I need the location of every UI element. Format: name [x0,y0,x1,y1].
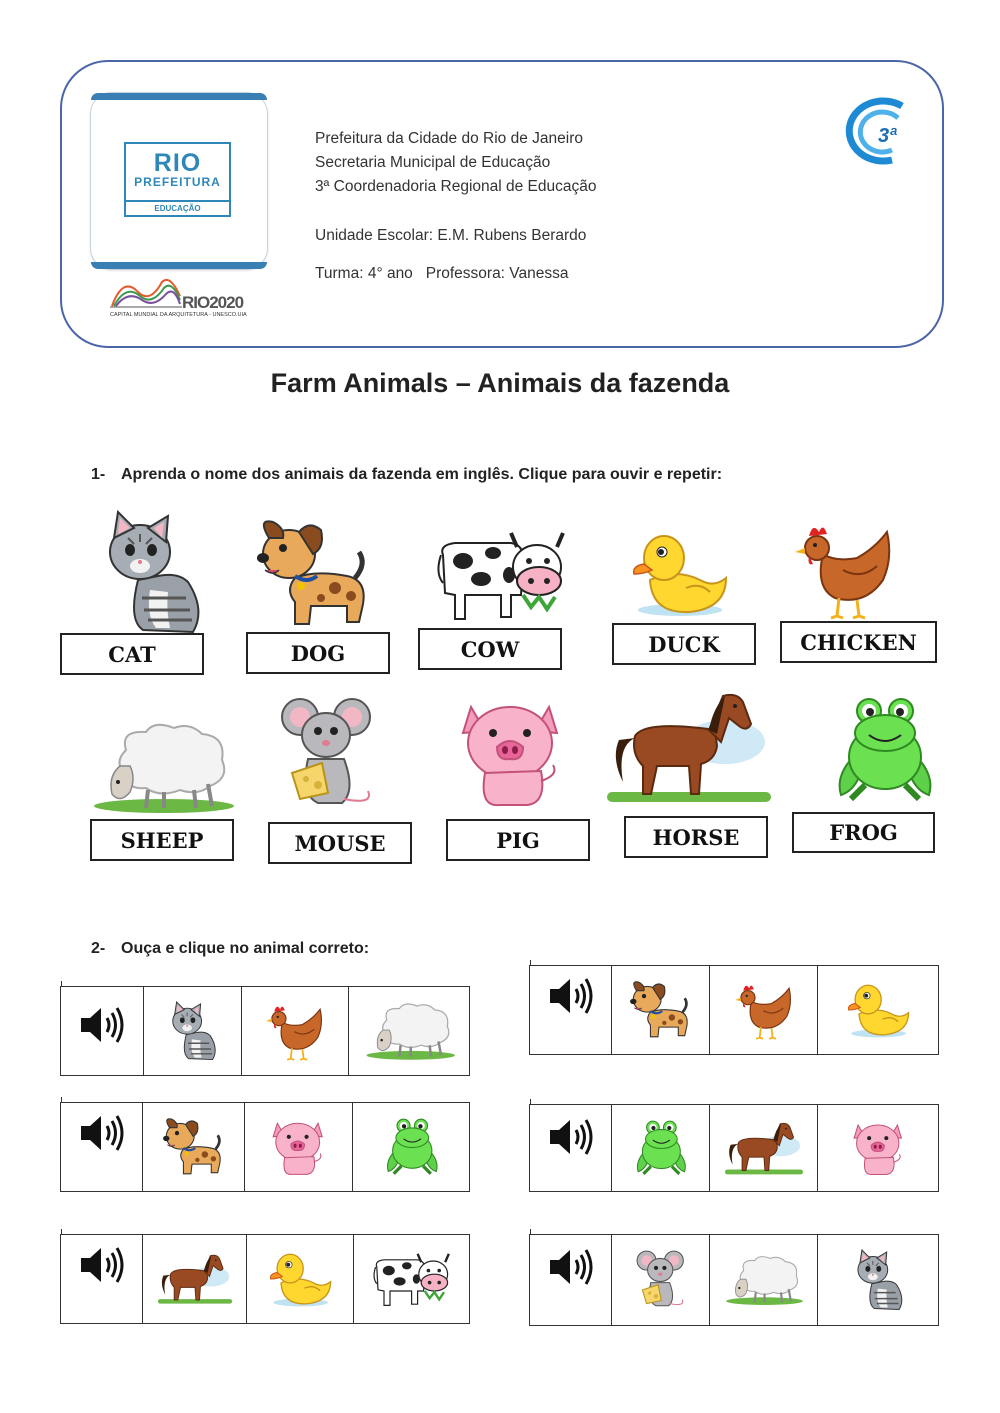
option-mouse[interactable] [611,1235,710,1325]
option-dog[interactable] [142,1103,245,1191]
option-sheep[interactable] [709,1235,818,1325]
label-horse[interactable]: HORSE [624,816,768,858]
quiz-question-6 [529,1234,939,1326]
speaker-icon[interactable] [79,1005,125,1050]
option-sheep[interactable] [348,987,471,1075]
header-line-coordenadoria: 3ª Coordenadoria Regional de Educação [315,178,597,195]
duck-icon[interactable] [846,980,911,1040]
option-pig[interactable] [817,1105,940,1191]
quiz-question-1 [60,986,470,1076]
frog-icon[interactable] [635,1119,688,1177]
option-cat[interactable] [817,1235,940,1325]
duck-icon[interactable] [630,528,730,620]
speaker-icon[interactable] [548,1117,594,1162]
option-chicken[interactable] [709,966,818,1054]
option-frog[interactable] [611,1105,710,1191]
cre-badge-text: 3ª [878,125,897,147]
quiz-question-3 [60,1102,470,1192]
section2-number: 2- [91,940,106,957]
dog-icon[interactable] [629,980,692,1040]
label-cat[interactable]: CAT [60,633,204,675]
pig-icon[interactable] [455,695,570,810]
section2-text: Ouça e clique no animal correto: [121,940,370,957]
dog-icon[interactable] [162,1117,225,1177]
rio2020-logo [108,272,248,322]
cat-icon[interactable] [98,510,208,635]
cat-icon[interactable] [167,1001,220,1061]
rio2020-text: RIO2020 [182,293,244,312]
option-horse[interactable] [709,1105,818,1191]
option-cow[interactable] [353,1235,471,1323]
frog-icon[interactable] [835,695,935,805]
page-title: Farm Animals – Animais da fazenda [270,368,730,398]
label-frog[interactable]: FROG [792,812,935,853]
horse-icon[interactable] [605,690,773,805]
professora-text: Professora: Vanessa [425,265,569,282]
sheep-icon[interactable] [90,720,236,815]
mouse-icon[interactable] [635,1249,688,1311]
rio2020-subtitle: CAPITAL MUNDIAL DA ARQUITETURA - UNESCO.UIA [110,312,247,318]
quiz-question-2 [529,965,939,1055]
sheep-icon[interactable] [724,1254,804,1306]
pig-icon[interactable] [269,1117,329,1177]
option-dog[interactable] [611,966,710,1054]
section2-instruction [91,940,369,958]
rio-prefeitura-logo [90,92,268,270]
frog-icon[interactable] [385,1117,440,1177]
header-line-turma [315,265,568,283]
sheep-icon[interactable] [364,1001,456,1061]
label-mouse[interactable]: MOUSE [268,822,412,864]
option-horse[interactable] [142,1235,247,1323]
duck-icon[interactable] [268,1249,333,1309]
header-line-unidade: Unidade Escolar: E.M. Rubens Berardo [315,227,587,244]
label-pig[interactable]: PIG [446,819,590,861]
pig-icon[interactable] [850,1119,908,1177]
option-cat[interactable] [143,987,242,1075]
mouse-icon[interactable] [278,695,378,813]
turma-text: Turma: 4° ano [315,265,413,282]
label-chicken[interactable]: CHICKEN [780,621,937,663]
horse-icon[interactable] [157,1253,233,1305]
option-duck[interactable] [246,1235,354,1323]
option-frog[interactable] [352,1103,471,1191]
chicken-icon[interactable] [795,518,895,620]
dog-icon[interactable] [255,518,373,630]
cat-icon[interactable] [852,1249,907,1311]
header-line-secretaria: Secretaria Municipal de Educação [315,154,551,171]
logo-prefeitura-text: PREFEITURA [134,175,221,189]
section1-instruction [91,466,722,484]
speaker-icon[interactable] [79,1113,125,1158]
speaker-icon[interactable] [548,1247,594,1292]
logo-rio-text: RIO [153,149,202,177]
label-duck[interactable]: DUCK [612,623,756,665]
option-pig[interactable] [244,1103,353,1191]
cow-icon[interactable] [435,525,570,625]
speaker-icon[interactable] [548,976,594,1021]
chicken-icon[interactable] [266,1001,325,1061]
cre-logo [832,96,918,168]
chicken-icon[interactable] [735,980,794,1040]
quiz-question-4 [529,1104,939,1192]
section1-text: Aprenda o nome dos animais da fazenda em inglês. Clique para ouvir e repetir: [121,466,723,483]
section1-number: 1- [91,466,106,483]
label-dog[interactable]: DOG [246,632,390,674]
option-chicken[interactable] [241,987,349,1075]
option-duck[interactable] [817,966,940,1054]
speaker-icon[interactable] [79,1245,125,1290]
horse-icon[interactable] [724,1121,804,1176]
label-sheep[interactable]: SHEEP [90,819,234,861]
header-line-prefeitura: Prefeitura da Cidade do Rio de Janeiro [315,130,583,147]
quiz-question-5 [60,1234,470,1324]
label-cow[interactable]: COW [418,628,562,670]
cow-icon[interactable] [372,1249,453,1309]
logo-educacao-text: EDUCAÇÃO [126,200,229,215]
